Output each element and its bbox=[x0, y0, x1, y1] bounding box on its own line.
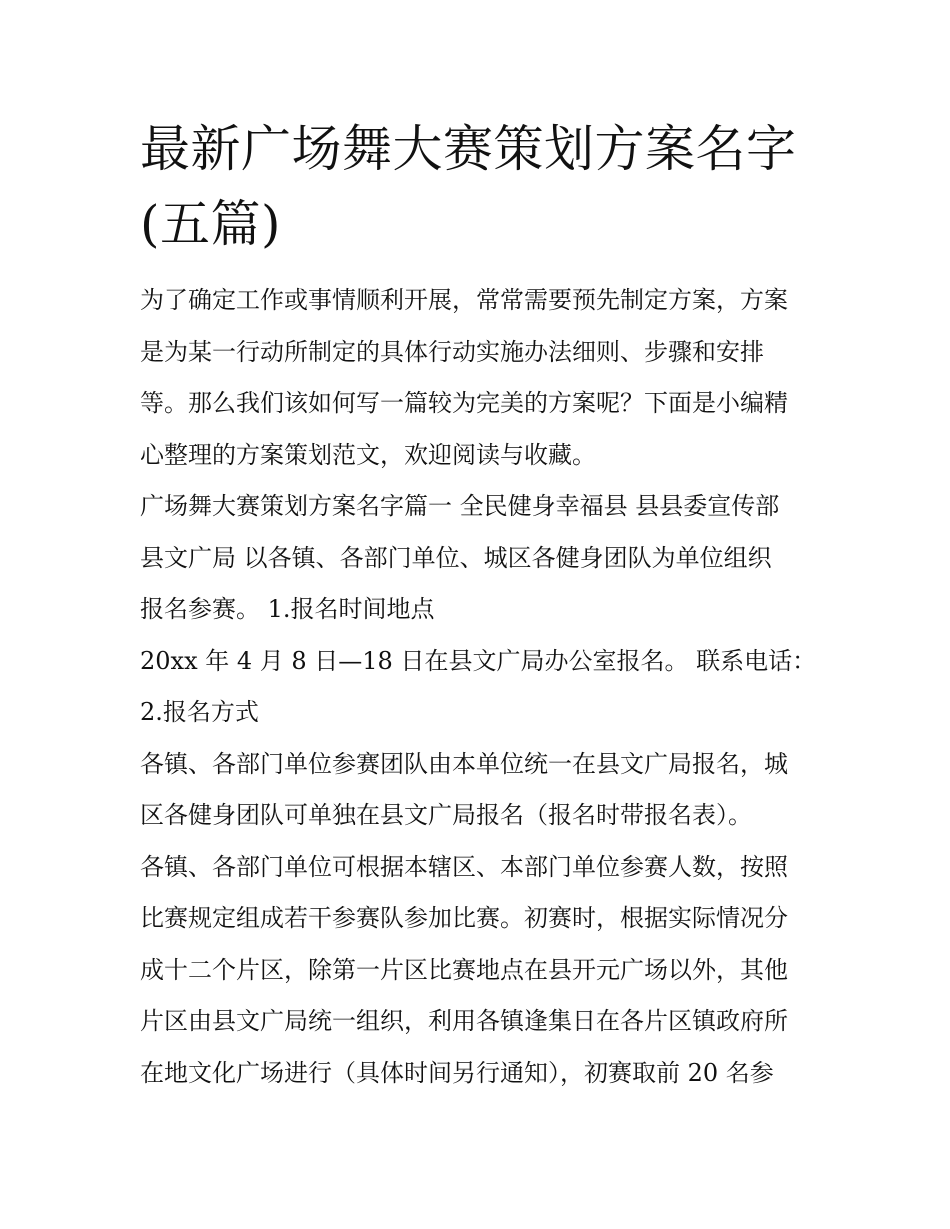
body-line: 心整理的方案策划范文，欢迎阅读与收藏。 bbox=[140, 440, 596, 469]
body-line: 报名参赛。 1.报名时间地点 bbox=[140, 595, 435, 623]
body-line: 2.报名方式 bbox=[140, 698, 259, 726]
body-line: 区各健身团队可单独在县文广局报名（报名时带报名表）。 bbox=[140, 801, 752, 829]
body-line: 片区由县文广局统一组织，利用各镇逢集日在各片区镇政府所 bbox=[140, 1007, 788, 1035]
body-line: 为了确定工作或事情顺利开展，常常需要预先制定方案，方案 bbox=[140, 286, 788, 314]
body-line: 县文广局 以各镇、各部门单位、城区各健身团队为单位组织 bbox=[140, 543, 772, 572]
title-line: (五篇) bbox=[140, 195, 282, 253]
body-line: 等。那么我们该如何写一篇较为完美的方案呢？下面是小编精 bbox=[140, 389, 788, 417]
document-body bbox=[140, 275, 820, 1099]
body-line: 在地文化广场进行（具体时间另行通知），初赛取前 20 名参 bbox=[140, 1058, 774, 1087]
body-line: 各镇、各部门单位参赛团队由本单位统一在县文广局报名，城 bbox=[140, 749, 788, 778]
body-line: 成十二个片区，除第一片区比赛地点在县开元广场以外，其他 bbox=[140, 955, 788, 984]
title-line: 最新广场舞大赛策划方案名字 bbox=[140, 120, 797, 178]
body-line: 各镇、各部门单位可根据本辖区、本部门单位参赛人数，按照 bbox=[140, 852, 788, 881]
body-line: 广场舞大赛策划方案名字篇一 全民健身幸福县 县县委宣传部 bbox=[140, 492, 780, 520]
body-line: 20xx 年 4 月 8 日—18 日在县文广局办公室报名。 联系电话： bbox=[140, 646, 817, 675]
body-line: 比赛规定组成若干参赛队参加比赛。初赛时，根据实际情况分 bbox=[140, 904, 788, 932]
body-line: 是为某一行动所制定的具体行动实施办法细则、步骤和安排 bbox=[140, 337, 764, 366]
document-title bbox=[140, 112, 820, 262]
